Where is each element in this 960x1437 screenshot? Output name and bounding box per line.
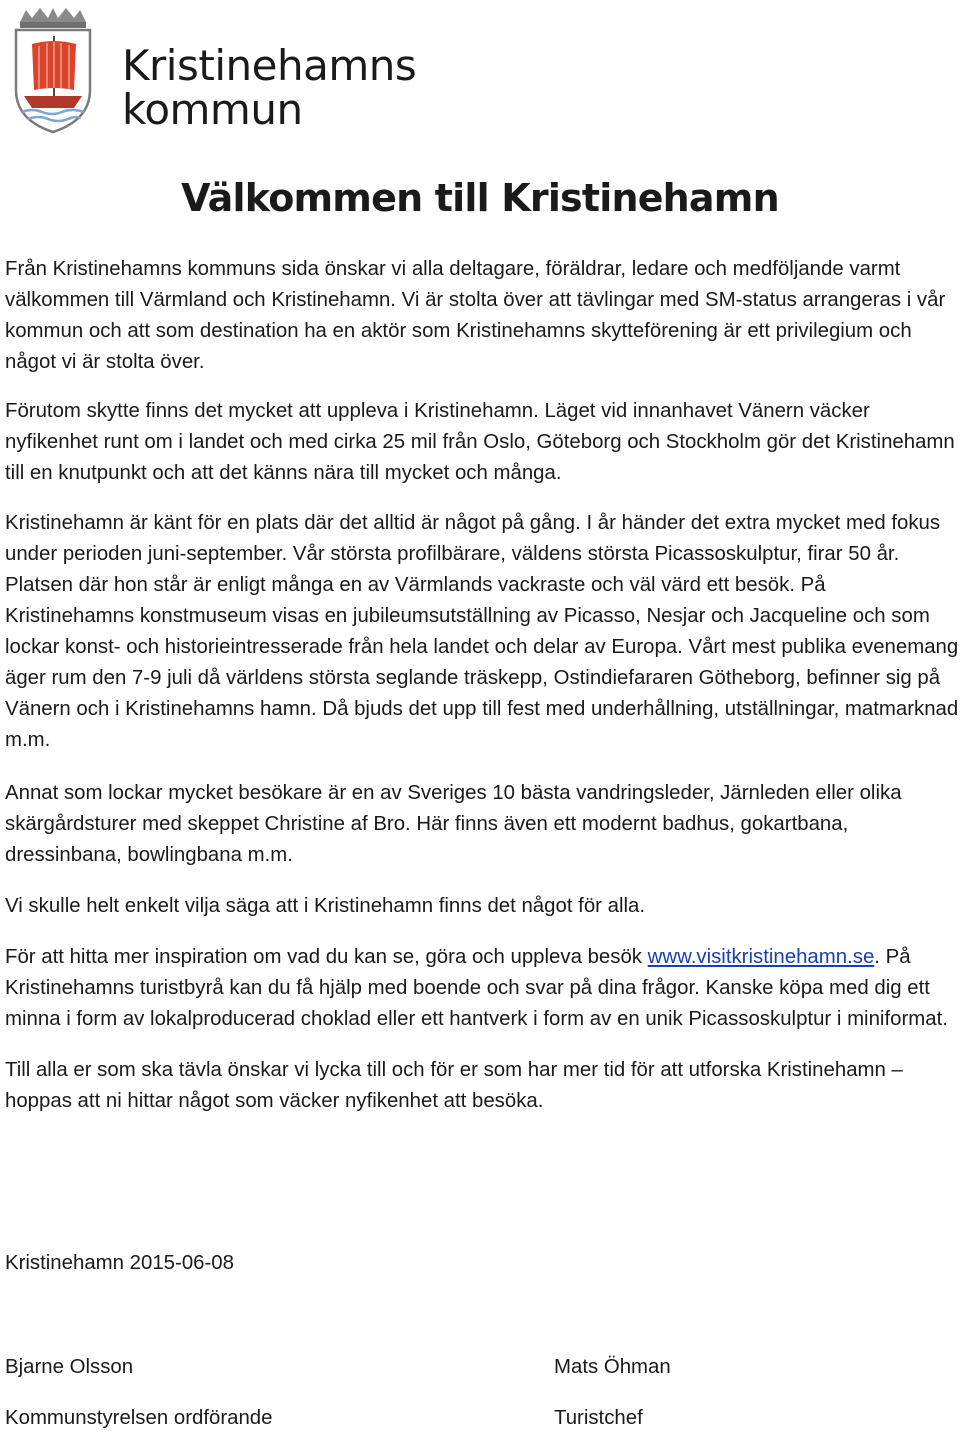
page-title: Välkommen till Kristinehamn	[181, 176, 779, 220]
brand-name-line1: Kristinehamns	[122, 41, 417, 90]
inspiration-text-before: För att hitta mer inspiration om vad du kan se, göra och uppleva besök	[5, 946, 648, 968]
paragraph-something-for-all: Vi skulle helt enkelt vilja säga att i Kristinehamn finns det något för alla.	[5, 895, 646, 917]
brand-name-line2: kommun	[122, 85, 303, 134]
signatory-left-role: Kommunstyrelsen ordförande	[5, 1407, 273, 1429]
municipality-wordmark	[122, 41, 417, 134]
letter-body	[5, 254, 960, 1117]
signatory-right-role: Turistchef	[554, 1407, 643, 1429]
inspiration-text-after: . På Kristinehamns turistbyrå kan du få hjälp med boende och svar på dina frågor. Kanske köpa med dig ett minna i form av lokalproducerad choklad eller ett hantverk i form av en unik Picassoskulptur i miniformat.	[5, 946, 948, 1030]
letter-date: Kristinehamn 2015-06-08	[5, 1252, 234, 1274]
paragraph-inspiration	[5, 942, 960, 1035]
paragraph-events: Kristinehamn är känt för en plats där det alltid är något på gång. I år händer det extra mycket med fokus under perioden juni-september. Vår största profilbärare, väldens största Picassoskulptur, firar 50 år. Platsen där hon står är enligt många en av Värmlands vackraste och väl värd ett besök. På Kristinehamns konstmuseum visas en jubileumsutställning av Picasso, Nesjar och Jacqueline och som lockar konst- och historieintresserade från hela landet och delar av Europa. Vårt mest publika evenemang äger rum den 7-9 juli då världens största seglande träskepp, Ostindiefararen Götheborg, befinner sig på Vänern och i Kristinehamns hamn. Då bjuds det upp till fest med underhållning, utställningar, matmarknad m.m.	[5, 512, 959, 751]
paragraph-closing: Till alla er som ska tävla önskar vi lycka till och för er som har mer tid för att utforska Kristinehamn – hoppas att ni hittar något som väcker nyfikenhet att besöka.	[5, 1059, 903, 1112]
signatory-right-name: Mats Öhman	[554, 1356, 671, 1378]
paragraph-welcome: Från Kristinehamns kommuns sida önskar vi alla deltagare, föräldrar, ledare och medföljande varmt välkommen till Värmland och Kristinehamn. Vi är stolta över att tävlingar med SM-status arrangeras i vår kommun och att som destination ha en aktör som Kristinehamns skytteförening är ett privilegium och något vi är stolta över.	[5, 258, 946, 373]
paragraph-attractions: Annat som lockar mycket besökare är en av Sveriges 10 bästa vandringsleder, Järnleden eller olika skärgårdsturer med skeppet Christine af Bro. Här finns även ett modernt badhus, gokartbana, dressinbana, bowlingbana m.m.	[5, 782, 902, 866]
visit-website-link[interactable]: www.visitkristinehamn.se	[647, 946, 875, 968]
signatory-left-name: Bjarne Olsson	[5, 1356, 134, 1378]
coat-of-arms-logo	[10, 8, 96, 134]
paragraph-location: Förutom skytte finns det mycket att uppleva i Kristinehamn. Läget vid innanhavet Vänern väcker nyfikenhet runt om i landet och med cirka 25 mil från Oslo, Göteborg och Stockholm gör det Kristinehamn till en knutpunkt och att det känns nära till mycket och många.	[5, 400, 955, 484]
